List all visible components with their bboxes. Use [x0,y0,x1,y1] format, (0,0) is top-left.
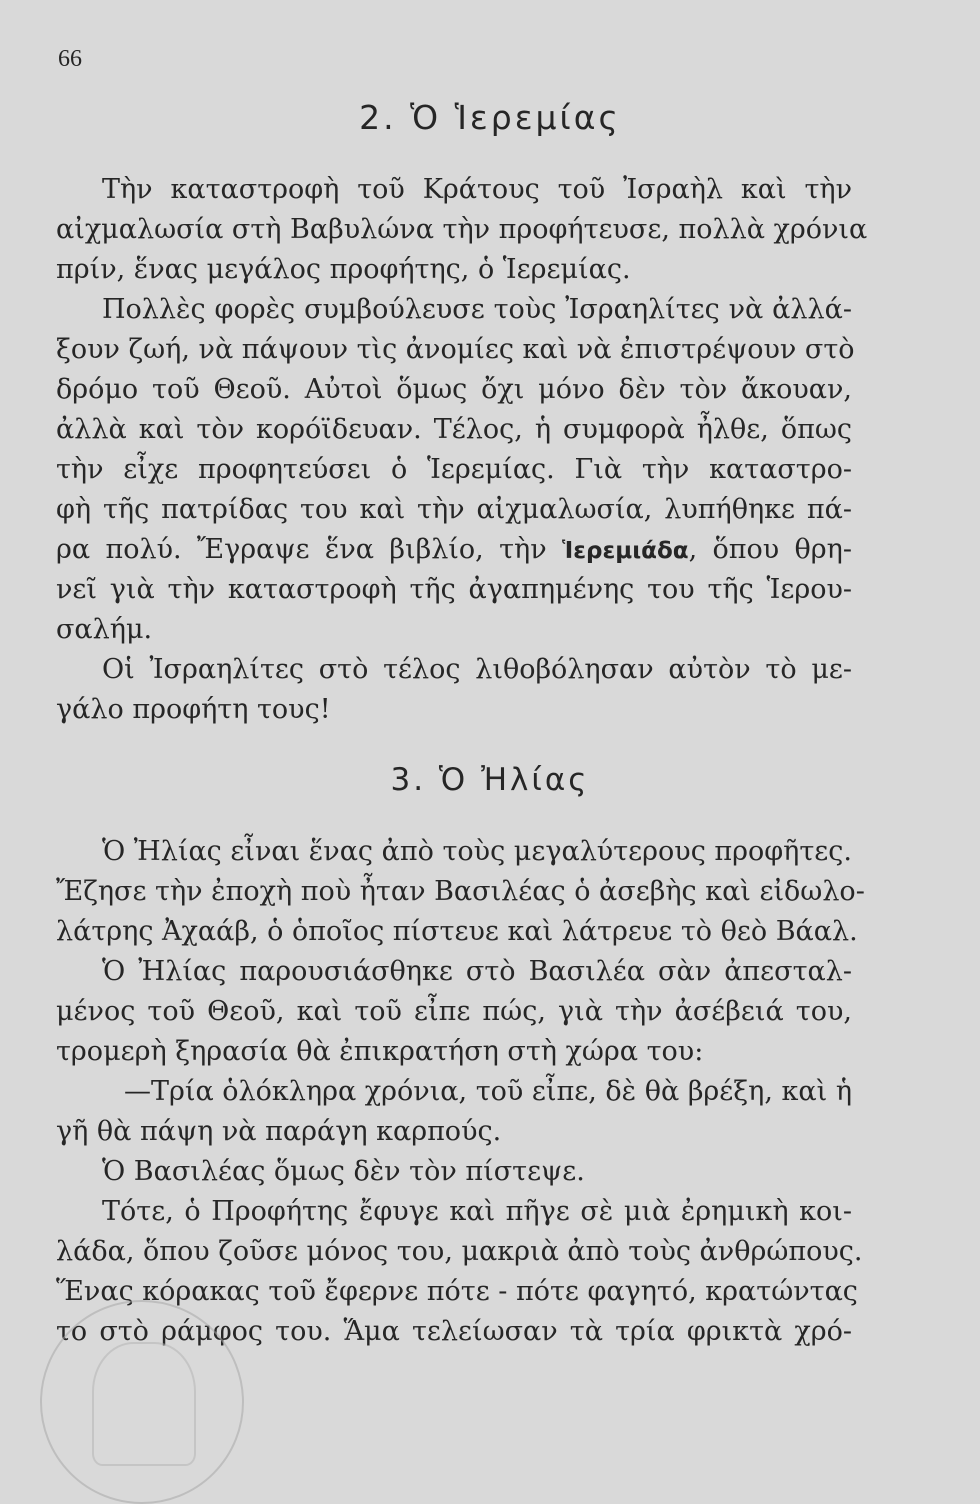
text-line: τὴν εἶχε προφητεύσει ὁ Ἱερεμίας. Γιὰ τὴν καταστρο- [56,454,852,485]
text-line: σαλήμ. [56,614,153,645]
book-title: Ἱερεμιάδα [561,538,689,564]
text-line: ἀλλὰ καὶ τὸν κορόϊδευαν. Τέλος, ἡ συμφορὰ ἦλθε, ὅπως [56,414,852,445]
text-fragment: , ὅπου θρη- [688,534,852,565]
text-line: τρομερὴ ξηρασία θὰ ἐπικρατήση στὴ χώρα του: [56,1036,704,1067]
section-heading-elijah: 3. Ὁ Ἠλίας [390,762,590,798]
text-line: Τότε, ὁ Προφήτης ἔφυγε καὶ πῆγε σὲ μιὰ ἐρημικὴ κοι- [102,1196,852,1227]
text-line: το στὸ ράμφος του. Ἅμα τελείωσαν τὰ τρία φρικτὰ χρό- [56,1316,852,1347]
text-line: γάλο προφήτη τους! [56,694,331,725]
text-line: Ὁ Ἠλίας παρουσιάσθηκε στὸ Βασιλέα σὰν ἀπεσταλ- [102,956,852,987]
section-body-elijah [56,832,865,1352]
text-line: γῆ θὰ πάψη νὰ παράγη καρπούς. [56,1116,502,1147]
text-line: δρόμο τοῦ Θεοῦ. Αὐτοὶ ὅμως ὄχι μόνο δὲν τὸν ἄκουαν, [56,374,852,405]
text-line: φὴ τῆς πατρίδας του καὶ τὴν αἰχμαλωσία, λυπήθηκε πά- [56,494,852,525]
text-line: Τὴν καταστροφὴ τοῦ Κράτους τοῦ Ἰσραὴλ καὶ τὴν [102,174,852,205]
text-fragment: ρα πολύ. Ἔγραψε ἕνα βιβλίο, τὴν [56,534,547,565]
text-line: Πολλὲς φορὲς συμβούλευσε τοὺς Ἰσραηλίτες νὰ ἀλλά- [102,294,852,325]
page-number: 66 [58,46,82,72]
text-line: Ὁ Ἠλίας εἶναι ἕνας ἀπὸ τοὺς μεγαλύτερους προφῆτες. [102,836,852,867]
section-heading-jeremiah: 2. Ὁ Ἱερεμίας [359,98,621,137]
section-body-jeremiah [56,170,868,730]
text-line-with-title [56,530,852,570]
text-line: λάδα, ὅπου ζοῦσε μόνος του, μακριὰ ἀπὸ τοὺς ἀνθρώπους. [56,1236,863,1267]
library-stamp-mark [40,1300,244,1504]
text-line: —Τρία ὁλόκληρα χρόνια, τοῦ εἶπε, δὲ θὰ βρέξη, καὶ ἡ [124,1076,852,1107]
text-line: αἰχμαλωσία στὴ Βαβυλώνα τὴν προφήτευσε, πολλὰ χρόνια [56,214,868,245]
text-line: Ἕνας κόρακας τοῦ ἔφερνε πότε - πότε φαγητό, κρατώντας [56,1276,858,1307]
text-line: μένος τοῦ Θεοῦ, καὶ τοῦ εἶπε πώς, γιὰ τὴν ἀσέβειά του, [56,996,852,1027]
text-line: πρίν, ἕνας μεγάλος προφήτης, ὁ Ἱερεμίας. [56,254,631,285]
text-line: Οἱ Ἰσραηλίτες στὸ τέλος λιθοβόλησαν αὐτὸν τὸ με- [102,654,852,685]
text-line: νεῖ γιὰ τὴν καταστροφὴ τῆς ἀγαπημένης του τῆς Ἱερου- [56,574,852,605]
text-line: λάτρης Ἀχαάβ, ὁ ὁποῖος πίστευε καὶ λάτρευε τὸ θεὸ Βάαλ. [56,916,858,947]
text-line: Ἔζησε τὴν ἐποχὴ ποὺ ἦταν Βασιλέας ὁ ἀσεβὴς καὶ εἰδωλο- [56,876,865,907]
text-line: ξουν ζωή, νὰ πάψουν τὶς ἀνομίες καὶ νὰ ἐπιστρέψουν στὸ [56,334,855,365]
text-line: Ὁ Βασιλέας ὅμως δὲν τὸν πίστεψε. [102,1156,585,1187]
stamp-emblem-icon [92,1342,196,1466]
